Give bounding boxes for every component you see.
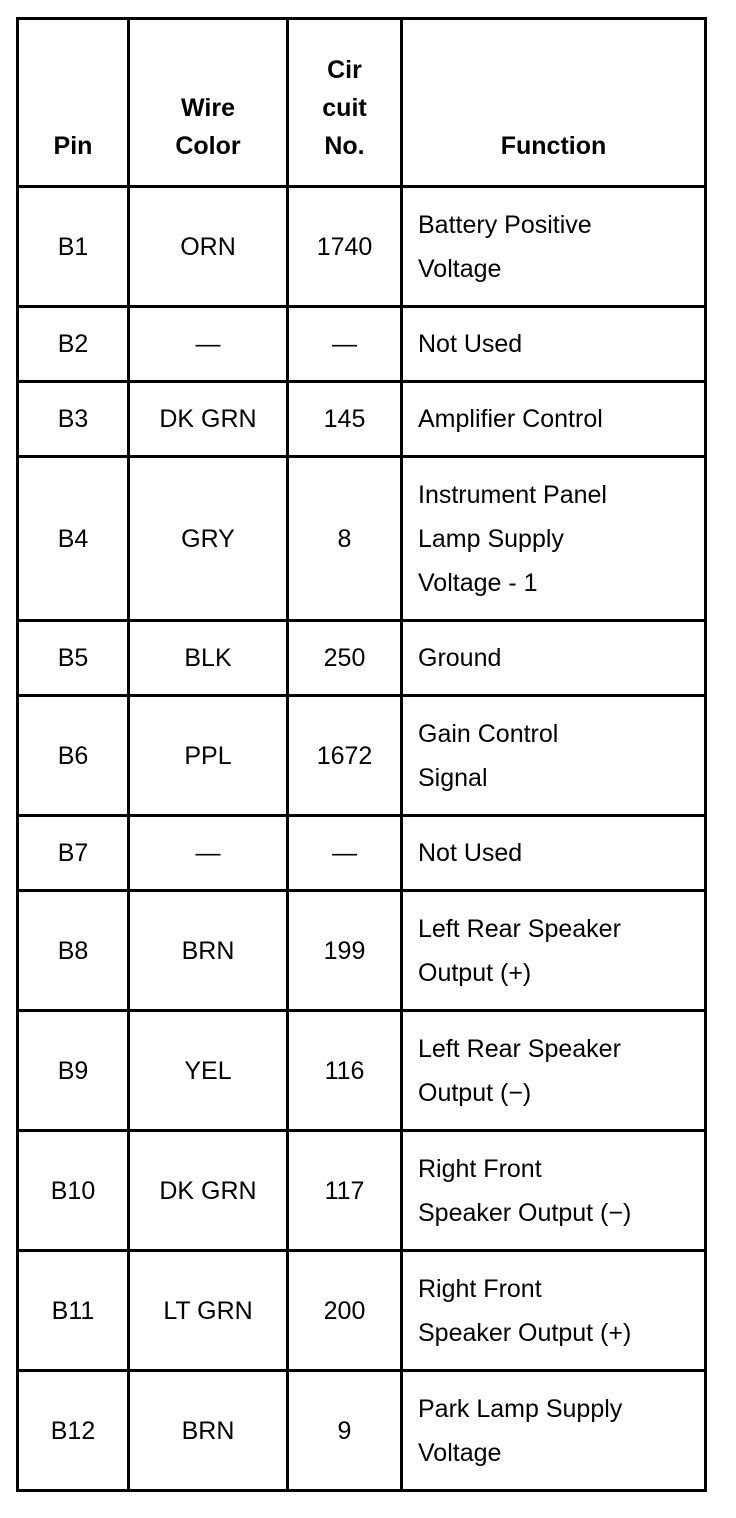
pin-cell: B11: [18, 1251, 129, 1371]
circuit-no-cell: —: [288, 816, 402, 891]
function-cell: [402, 307, 706, 382]
circuit-no-cell: 200: [288, 1251, 402, 1371]
function-cell: [402, 1011, 706, 1131]
table-header-row: [18, 19, 706, 187]
circuit-no-cell: 199: [288, 891, 402, 1011]
function-line: Not Used: [418, 330, 523, 358]
pin-cell: B6: [18, 696, 129, 816]
function-line: Speaker Output (+): [418, 1318, 632, 1347]
circuit-no-cell: —: [288, 307, 402, 382]
wire-color-cell: BRN: [129, 1371, 288, 1491]
wire-color-cell: —: [129, 816, 288, 891]
pin-cell: B12: [18, 1371, 129, 1491]
function-line: Right Front: [418, 1274, 542, 1303]
wire-color-cell: ORN: [129, 187, 288, 307]
function-line: Not Used: [418, 839, 523, 867]
function-cell: [402, 816, 706, 891]
circuit-no-cell: 117: [288, 1131, 402, 1251]
function-cell: [402, 621, 706, 696]
table-body: [18, 187, 706, 1491]
function-line: Battery Positive: [418, 210, 592, 239]
function-line: Ground: [418, 644, 502, 672]
header-wire-color-line: Wire: [181, 94, 235, 122]
header-circuit-no-line: cuit: [322, 94, 367, 122]
function-cell: [402, 457, 706, 621]
circuit-no-cell: 250: [288, 621, 402, 696]
function-cell: [402, 696, 706, 816]
header-circuit-no: [288, 19, 402, 187]
wire-color-cell: LT GRN: [129, 1251, 288, 1371]
header-circuit-no-line: Cir: [327, 56, 362, 84]
header-pin: [18, 19, 129, 187]
table-row: [18, 891, 706, 1011]
function-line: Left Rear Speaker: [418, 914, 621, 943]
pin-cell: B1: [18, 187, 129, 307]
function-line: Gain Control: [418, 719, 559, 748]
wire-color-cell: YEL: [129, 1011, 288, 1131]
wire-color-cell: —: [129, 307, 288, 382]
table-row: [18, 382, 706, 457]
pin-cell: B4: [18, 457, 129, 621]
table-row: [18, 816, 706, 891]
table-row: [18, 1131, 706, 1251]
function-line: Voltage: [418, 254, 502, 283]
function-cell: [402, 891, 706, 1011]
wire-color-cell: DK GRN: [129, 382, 288, 457]
pin-cell: B3: [18, 382, 129, 457]
wire-color-cell: DK GRN: [129, 1131, 288, 1251]
function-cell: [402, 1251, 706, 1371]
function-line: Speaker Output (−): [418, 1198, 632, 1227]
function-line: Output (+): [418, 958, 532, 987]
function-line: Amplifier Control: [418, 405, 603, 433]
function-cell: [402, 1371, 706, 1491]
table-row: [18, 696, 706, 816]
function-cell: [402, 382, 706, 457]
circuit-no-cell: 8: [288, 457, 402, 621]
table-row: [18, 457, 706, 621]
table-row: [18, 1011, 706, 1131]
function-line: Park Lamp Supply: [418, 1394, 623, 1423]
table-row: [18, 1251, 706, 1371]
function-line: Voltage: [418, 1438, 502, 1467]
wire-color-cell: GRY: [129, 457, 288, 621]
wire-color-cell: PPL: [129, 696, 288, 816]
connector-pinout-table: [16, 17, 707, 1492]
pin-cell: B9: [18, 1011, 129, 1131]
pin-cell: B2: [18, 307, 129, 382]
circuit-no-cell: 145: [288, 382, 402, 457]
header-wire-color-line: Color: [175, 132, 241, 160]
circuit-no-cell: 1740: [288, 187, 402, 307]
header-circuit-no-line: No.: [324, 132, 365, 160]
function-line: Right Front: [418, 1154, 542, 1183]
circuit-no-cell: 1672: [288, 696, 402, 816]
function-line: Voltage - 1: [418, 568, 538, 597]
wire-color-cell: BRN: [129, 891, 288, 1011]
table-row: [18, 307, 706, 382]
function-line: Left Rear Speaker: [418, 1034, 621, 1063]
circuit-no-cell: 116: [288, 1011, 402, 1131]
pin-cell: B8: [18, 891, 129, 1011]
table-row: [18, 621, 706, 696]
pin-cell: B7: [18, 816, 129, 891]
function-line: Lamp Supply: [418, 524, 564, 553]
table-row: [18, 187, 706, 307]
wire-color-cell: BLK: [129, 621, 288, 696]
header-function-line: Function: [500, 132, 607, 160]
header-wire-color: [129, 19, 288, 187]
function-cell: [402, 187, 706, 307]
header-pin-line: Pin: [53, 132, 93, 160]
function-cell: [402, 1131, 706, 1251]
function-line: Instrument Panel: [418, 480, 607, 509]
pin-cell: B5: [18, 621, 129, 696]
function-line: Output (−): [418, 1078, 532, 1107]
header-function: [402, 19, 706, 187]
function-line: Signal: [418, 763, 488, 792]
pin-cell: B10: [18, 1131, 129, 1251]
table-row: [18, 1371, 706, 1491]
circuit-no-cell: 9: [288, 1371, 402, 1491]
